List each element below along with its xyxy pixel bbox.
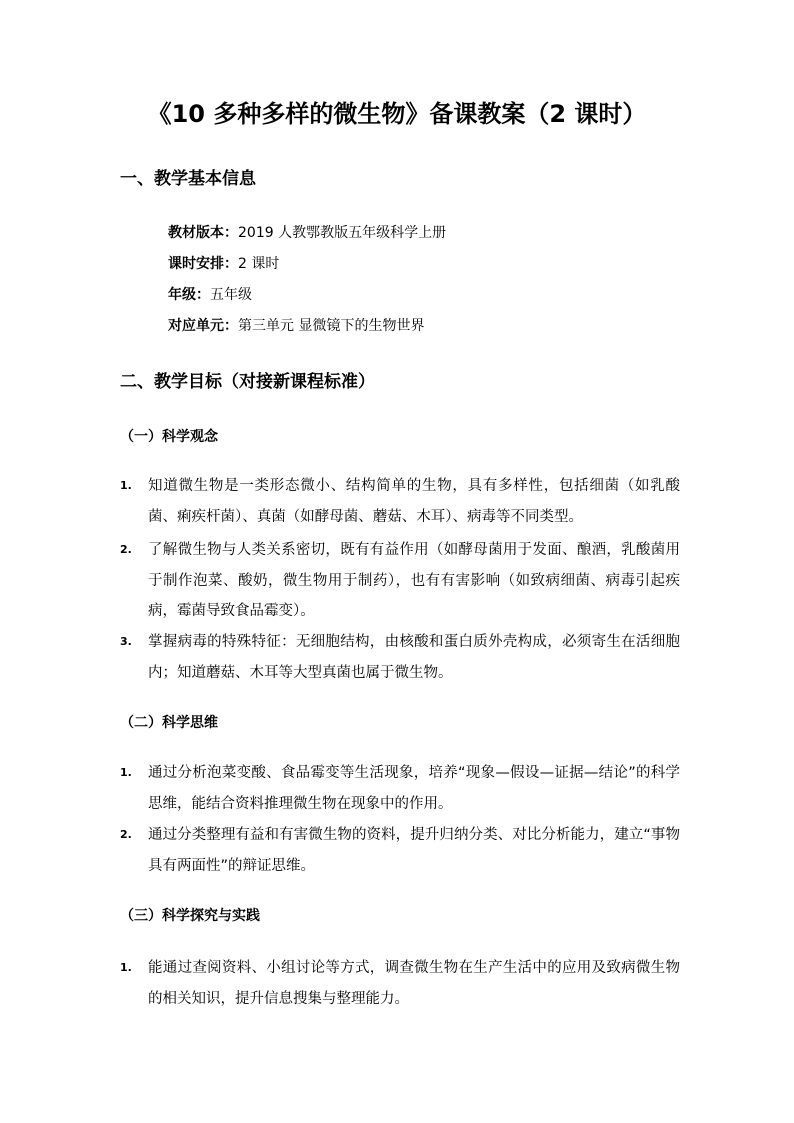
info-label: 课时安排：	[168, 256, 238, 272]
list-item	[120, 820, 680, 881]
info-label: 年级：	[168, 287, 210, 303]
info-label: 对应单元：	[168, 318, 238, 334]
info-row-grade	[168, 284, 252, 306]
list-item-text: 能通过查阅资料、小组讨论等方式，调查微生物在生产生活中的应用及致病微生物的相关知识，提升信息搜集与整理能力。	[148, 960, 680, 1007]
info-value: 五年级	[210, 287, 252, 303]
document-title: 《10 多种多样的微生物》备课教案（2 课时）	[147, 100, 647, 128]
list-item	[120, 953, 680, 1014]
info-label: 教材版本：	[168, 225, 238, 241]
list-item-text: 掌握病毒的特殊特征：无细胞结构，由核酸和蛋白质外壳构成，必须寄生在活细胞内；知道蘑菇、木耳等大型真菌也属于微生物。	[148, 634, 680, 681]
info-value: 2019 人教鄂教版五年级科学上册	[238, 225, 447, 241]
list-item-text: 知道微生物是一类形态微小、结构简单的生物，具有多样性，包括细菌（如乳酸菌、痢疾杆菌）、真菌（如酵母菌、蘑菇、木耳）、病毒等不同类型。	[148, 478, 680, 525]
list-item	[120, 471, 680, 532]
section-heading-basic-info: 一、教学基本信息	[120, 169, 256, 189]
list-item-text: 了解微生物与人类关系密切，既有有益作用（如酵母菌用于发面、酿酒，乳酸菌用于制作泡菜、酸奶，微生物用于制药），也有有害影响（如致病细菌、病毒引起疾病，霉菌导致食品霉变）。	[148, 542, 680, 619]
list-item-number: 3.	[120, 635, 132, 648]
info-row-unit	[168, 315, 424, 337]
info-row-schedule	[168, 253, 279, 275]
list-item-number: 1.	[120, 479, 132, 492]
list-item-text: 通过分类整理有益和有害微生物的资料，提升归纳分类、对比分析能力，建立“事物具有两面性”的辩证思维。	[148, 827, 680, 874]
subsection-heading-science-concepts: （一）科学观念	[120, 429, 218, 445]
info-value: 第三单元 显微镜下的生物世界	[238, 318, 425, 334]
info-value: 2 课时	[238, 256, 280, 272]
list-item-text: 通过分析泡菜变酸、食品霉变等生活现象，培养“现象—假设—证据—结论”的科学思维，能结合资料推理微生物在现象中的作用。	[148, 765, 680, 812]
list-item-number: 1.	[120, 766, 132, 779]
section-heading-objectives: 二、教学目标（对接新课程标准）	[120, 372, 375, 392]
list-item	[120, 535, 680, 627]
list-item	[120, 758, 680, 819]
list-item-number: 2.	[120, 828, 132, 841]
subsection-heading-inquiry-practice: （三）科学探究与实践	[120, 908, 260, 924]
subsection-heading-science-thinking: （二）科学思维	[120, 715, 218, 731]
list-item	[120, 627, 680, 688]
list-item-number: 1.	[120, 961, 132, 974]
list-item-number: 2.	[120, 543, 132, 556]
info-row-textbook	[168, 222, 446, 244]
